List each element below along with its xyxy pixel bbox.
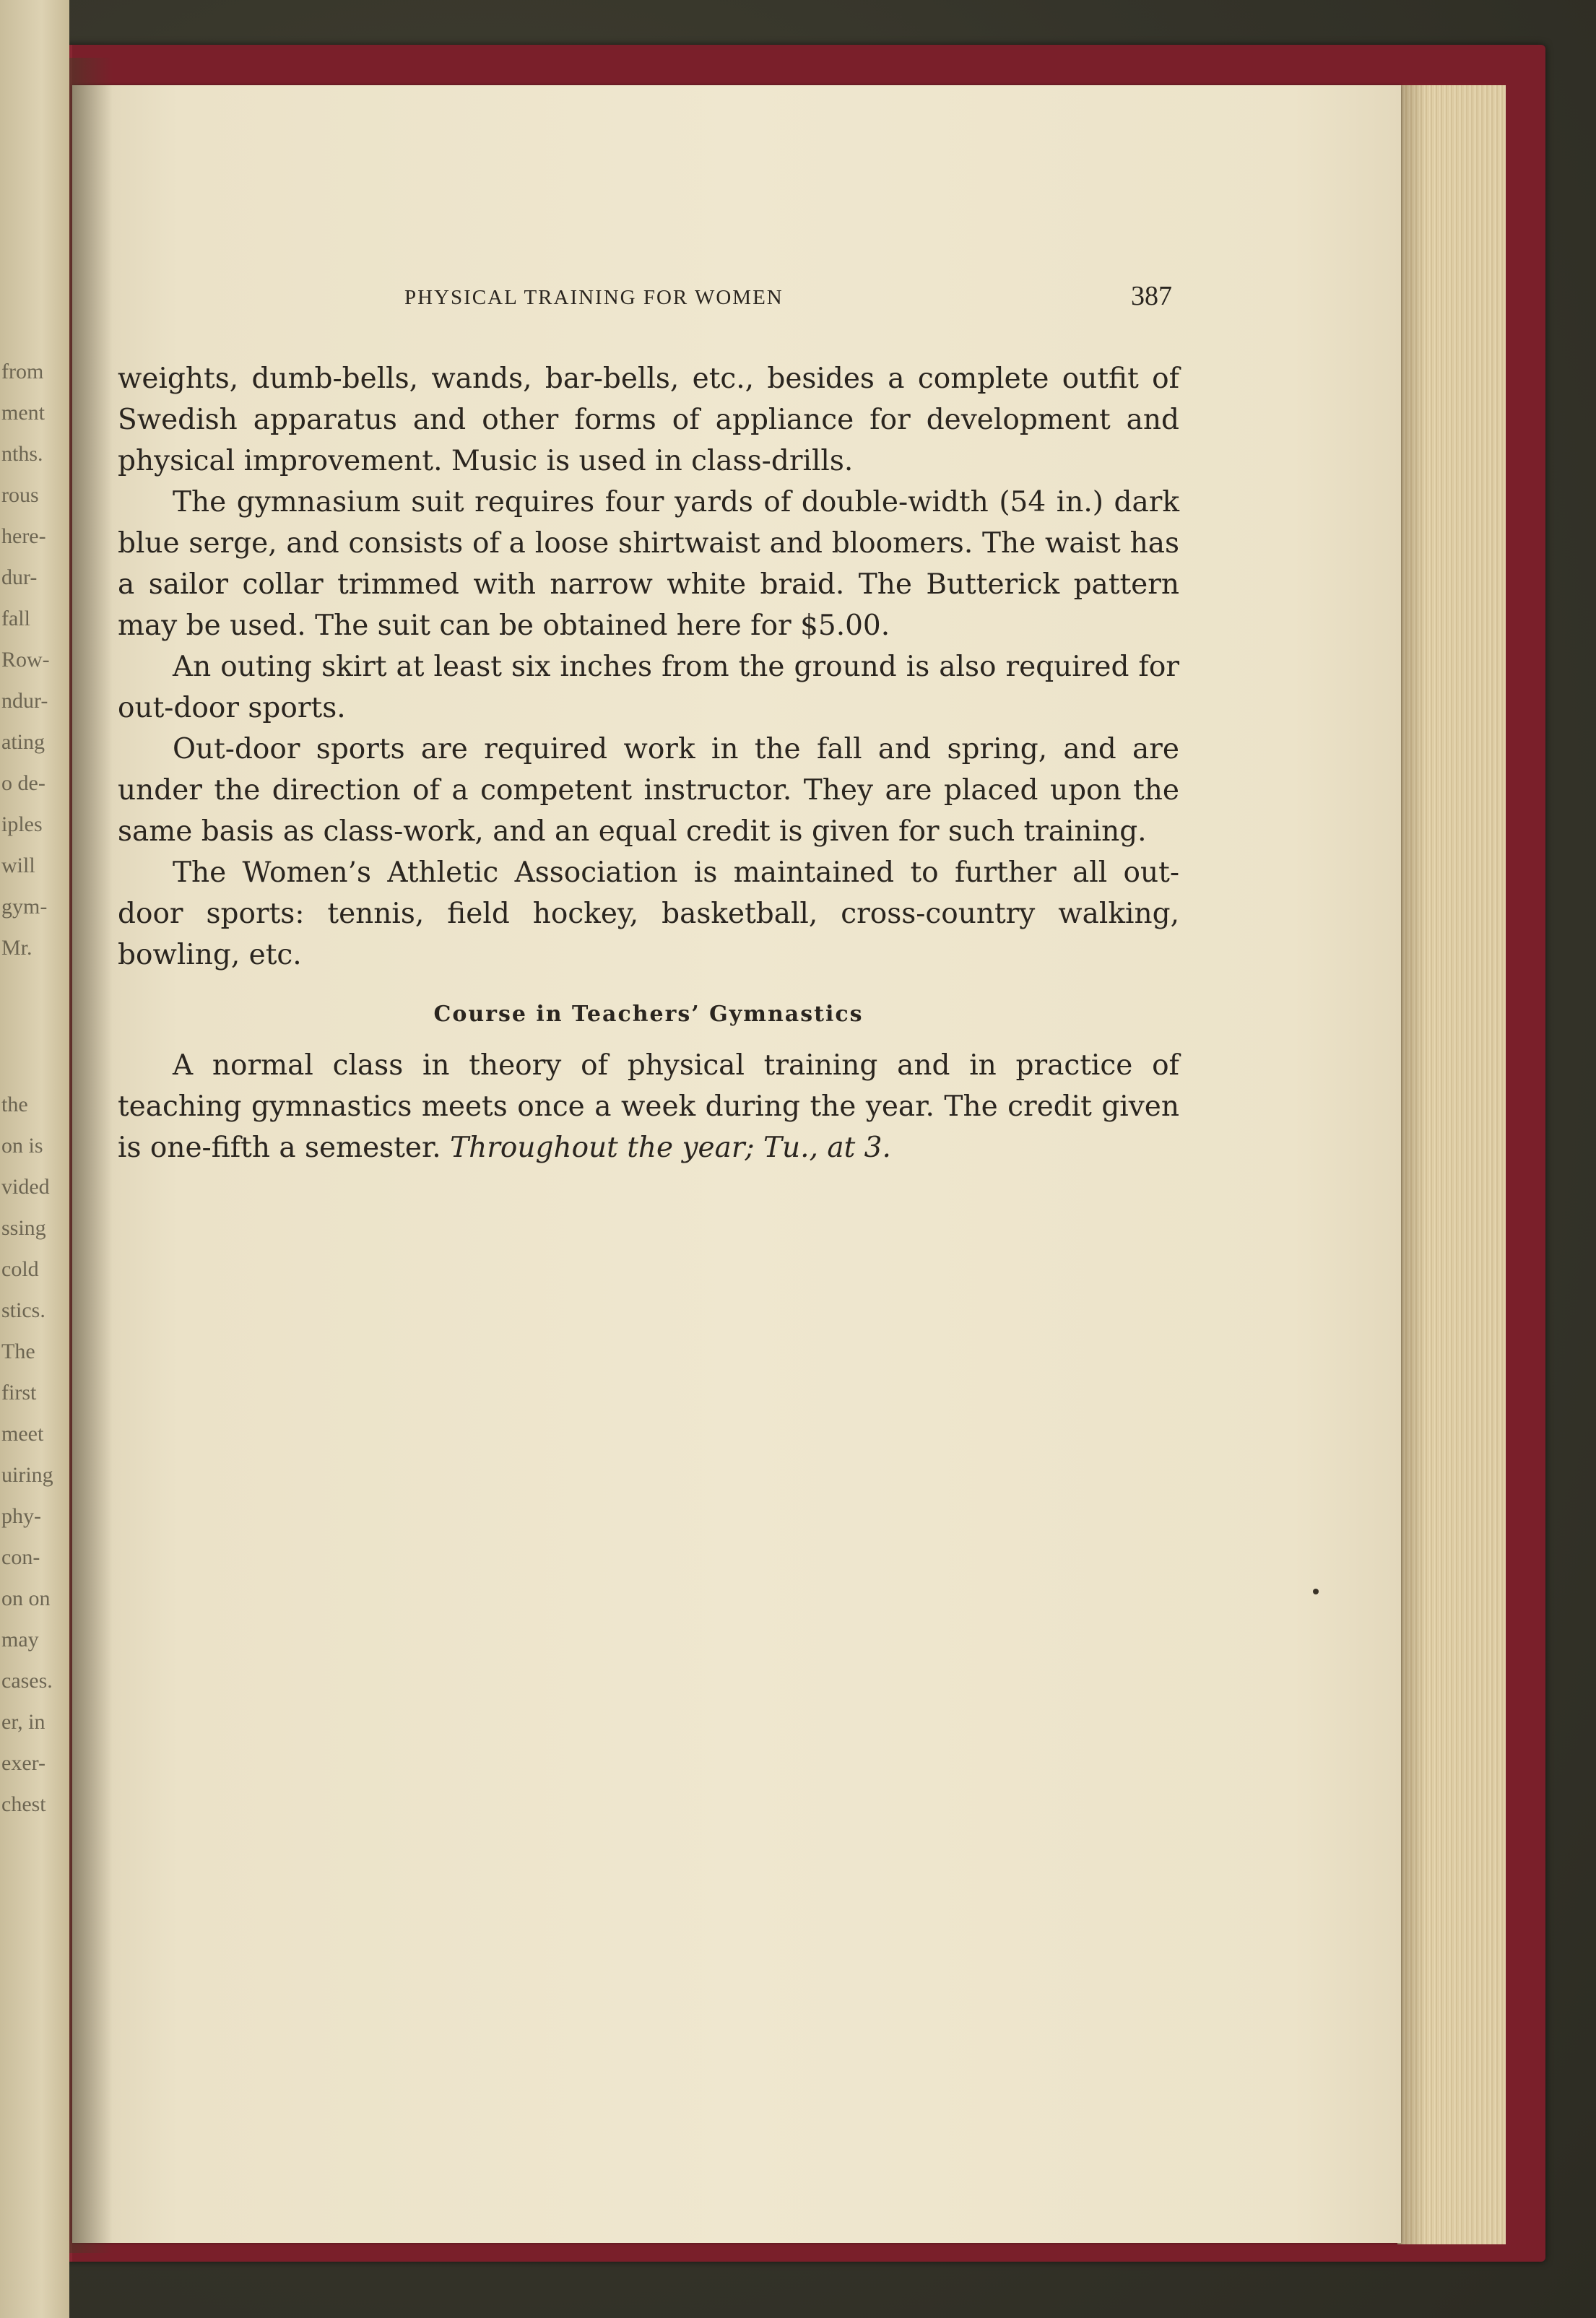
paragraph: The gymnasium suit requires four yards of double-width (54 in.) dark blue serge, and consists of a loose shirtwaist and bloomers. The waist has a sailor collar trimmed with narrow white braid. The Butterick pattern may be used. The suit can be obtained here for $5.00. <box>118 486 1179 642</box>
facing-page-fragment: ment <box>1 401 45 425</box>
facing-page-fragment: on on <box>1 1586 51 1610</box>
facing-page-fragment: from <box>1 360 44 383</box>
gutter-shadow <box>69 58 113 2253</box>
running-head: PHYSICAL TRAINING FOR WOMEN <box>404 286 784 309</box>
facing-page-fragment: ndur- <box>1 689 48 713</box>
facing-page-fragment: stics. <box>1 1298 45 1322</box>
facing-page-fragment: cases. <box>1 1669 53 1693</box>
facing-page-fragment: meet <box>1 1422 44 1446</box>
facing-page-fragment: fall <box>1 607 30 630</box>
paragraph: weights, dumb-bells, wands, bar-bells, etc., besides a complete outfit of Swedish apparatus and other forms of appliance for development and physical improvement. Music is used in class-drills. <box>118 363 1179 477</box>
facing-page-fragment: the <box>1 1093 28 1116</box>
facing-page-fragment: exer- <box>1 1751 46 1775</box>
paper-speck <box>1313 1589 1319 1594</box>
facing-page-fragment: rous <box>1 483 39 507</box>
facing-page-fragment: may <box>1 1628 39 1651</box>
page-number: 387 <box>1131 281 1172 311</box>
facing-page-fragment: gym- <box>1 895 48 919</box>
facing-page-fragment: nths. <box>1 442 43 466</box>
facing-page-fragment: con- <box>1 1545 40 1569</box>
facing-page-fragment: o de- <box>1 771 45 795</box>
facing-page-fragment: chest <box>1 1792 46 1816</box>
facing-page-fragment: uiring <box>1 1463 53 1487</box>
facing-page-fragment: will <box>1 854 35 877</box>
facing-page-fragment: ating <box>1 730 45 754</box>
schedule-note: Throughout the year; Tu., at 3. <box>450 1132 891 1164</box>
facing-page-fragment: ssing <box>1 1216 46 1240</box>
left-facing-page <box>0 0 69 2318</box>
facing-page-fragment: er, in <box>1 1710 45 1734</box>
facing-page-fragment: on is <box>1 1134 43 1158</box>
facing-page-fragment: The <box>1 1340 35 1363</box>
paragraph: An outing skirt at least six inches from the ground is also required for out-door sports. <box>118 651 1179 724</box>
facing-page-fragment: vided <box>1 1175 50 1199</box>
facing-page-fragment: phy- <box>1 1504 41 1528</box>
paragraph <box>118 1045 1179 1168</box>
section-heading: Course in Teachers’ Gymnastics <box>433 1002 864 1027</box>
facing-page-fragment: cold <box>1 1257 39 1281</box>
paragraph-text: A normal class in theory of physical training and in practice of teaching gymnastics meets once a week during the year. The credit given is one-fifth a semester. <box>118 1049 1179 1164</box>
paragraph: The Women’s Athletic Association is maintained to further all out-door sports: tennis, field hockey, basketball, cross-country walking, bowling, etc. <box>118 856 1179 971</box>
facing-page-fragment: Mr. <box>1 936 32 960</box>
page-edges-shade <box>1397 85 1426 2244</box>
facing-page-fragment: iples <box>1 812 43 836</box>
paragraph: Out-door sports are required work in the fall and spring, and are under the direction of a competent instructor. They are placed upon the same basis as class-work, and an equal credit is given for such training. <box>118 733 1179 848</box>
body-text <box>118 358 1179 1168</box>
facing-page-fragment: first <box>1 1381 37 1405</box>
facing-page-fragment: dur- <box>1 565 38 589</box>
facing-page-fragment: Row- <box>1 648 50 672</box>
facing-page-fragment: here- <box>1 524 46 548</box>
